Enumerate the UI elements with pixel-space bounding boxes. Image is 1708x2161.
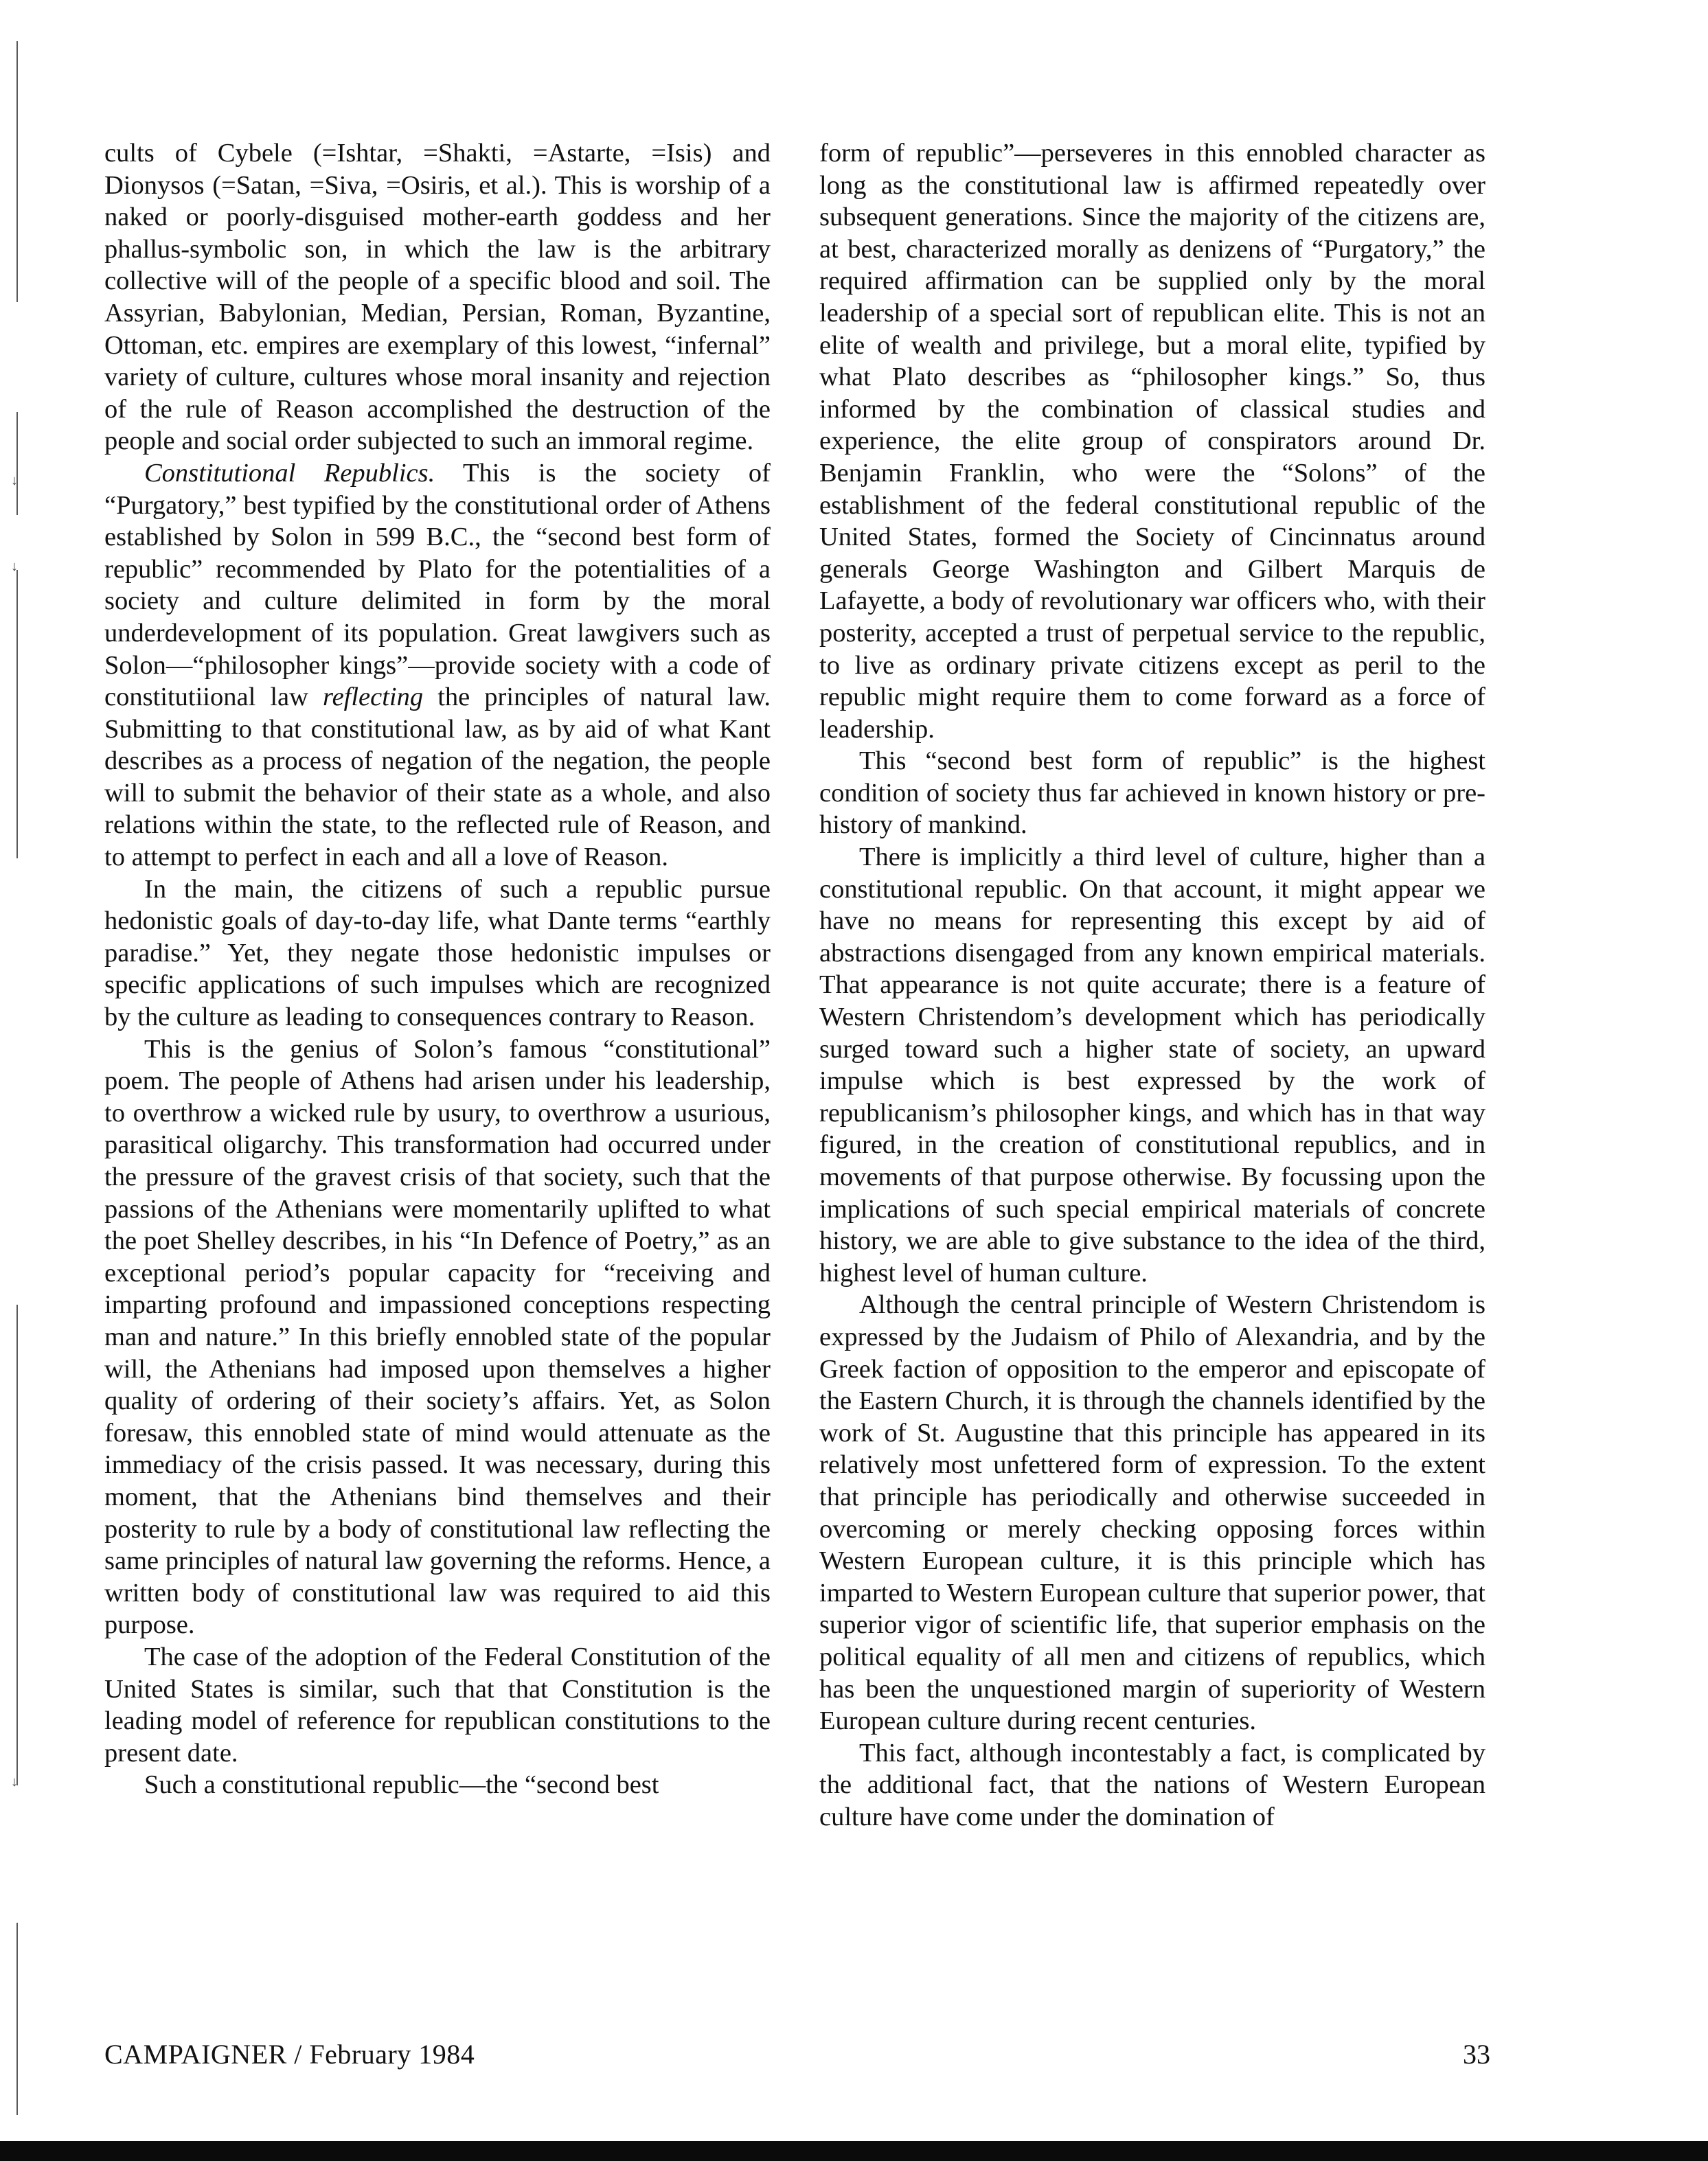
right-text-column [819, 137, 1485, 1833]
scan-bottom-border [0, 2141, 1708, 2161]
left-text-column [104, 137, 771, 1801]
paragraph [819, 745, 1485, 841]
scan-tick-mark-icon: ↓ [11, 1774, 18, 1790]
paragraph-text: Such a constitutional republic—the “second best [144, 1770, 659, 1800]
paragraph [104, 1641, 771, 1769]
publication-footer: CAMPAIGNER / February 1984 [104, 2039, 475, 2070]
paragraph [104, 137, 771, 457]
emphasis-word: reflecting [323, 683, 424, 712]
paragraph [104, 873, 771, 1033]
paragraph-text-tail: the principles of natural law. Submitting to that constitutional law, as by aid of what Kant describes as a process of negation of the negation, the people will to submit the behavior of their state as a whole, and also relations within the state, to the reflected rule of Reason, and to attempt to perfect in each and all a love of Reason. [104, 683, 771, 872]
paragraph [819, 841, 1485, 1289]
paragraph-text: In the main, the citizens of such a republic pursue hedonistic goals of day-to-day life, what Dante terms “earthly paradise.” Yet, they negate those hedonistic impulses or specific applications of such impulses which are recognized by the culture as leading to consequences contrary to Reason. [104, 874, 771, 1032]
paragraph [104, 1033, 771, 1641]
paragraph-text: This is the genius of Solon’s famous “constitutional” poem. The people of Athens had arisen under his leadership, to overthrow a wicked rule by usury, to overthrow a usurious, parasitical oligarchy. This transformation had occurred under the pressure of the gravest crisis of that society, such that the passions of the Athenians were momentarily uplifted to what the poet Shelley describes, in his “In Defence of Poetry,” as an exceptional period’s popular capacity for “receiving and imparting profound and impassioned conceptions respecting man and nature.” In this briefly ennobled state of the popular will, the Athenians had imposed upon themselves a higher quality of ordering of their society’s affairs. Yet, as Solon foresaw, this ennobled state of mind would attenuate as the immediacy of the crisis passed. It was necessary, during this moment, that the Athenians bind themselves and their posterity to rule by a body of constitutional law reflecting the same principles of natural law governing the reforms. Hence, a written body of constitutional law was required to aid this purpose. [104, 1034, 771, 1640]
page-number: 33 [1463, 2039, 1490, 2070]
paragraph [104, 457, 771, 873]
scan-edge-line [16, 41, 18, 302]
section-lead: Constitutional Republics. [144, 458, 435, 488]
paragraph-text: There is implicitly a third level of culture, higher than a constitutional republic. On that account, it might appear we have no means for representing this except by aid of abstractions disengaged from any known empirical materials. That appearance is not quite accurate; there is a feature of Western Christendom’s development which has periodically surged toward such a higher state of society, an upward impulse which is best expressed by the work of republicanism’s philosopher kings, and which has in that way figured, in the creation of constitutional republics, and in movements of that purpose otherwise. By focussing upon the implications of such special empirical materials of concrete history, we are able to give substance to the idea of the third, highest level of human culture. [819, 843, 1485, 1288]
paragraph [819, 137, 1485, 745]
paragraph-text: form of republic”—perseveres in this ennobled character as long as the constitutional law is affirmed repeatedly over subsequent generations. Since the majority of the citizens are, at best, characterized morally as denizens of “Purgatory,” the required affirmation can be supplied only by the moral leadership of a special sort of republican elite. This is not an elite of wealth and privilege, but a moral elite, typified by what Plato describes as “philosopher kings.” So, thus informed by the combination of classical studies and experience, the elite group of conspirators around Dr. Benjamin Franklin, who were the “Solons” of the establishment of the federal constitutional republic of the United States, formed the Society of Cincinnatus around generals George Washington and Gilbert Marquis de Lafayette, a body of revolutionary war officers who, with their posterity, accepted a trust of perpetual service to the republic, to live as ordinary private citizens except as peril to the republic might require them to come forward as a force of leadership. [819, 139, 1485, 744]
paragraph-text: Although the central principle of Western Christendom is expressed by the Judaism of Philo of Alexandria, and by the Greek faction of opposition to the emperor and episcopate of the Eastern Church, it is through the channels identified by the work of St. Augustine that this principle has appeared in its relatively most unfettered form of expression. To the extent that principle has periodically and otherwise succeeded in overcoming or merely checking opposing forces within Western European culture, it is this principle which has imparted to Western European culture that superior power, that superior vigor of scientific life, that superior emphasis on the political equality of all men and citizens of republics, which has been the unquestioned margin of superiority of Western European culture during recent centuries. [819, 1290, 1485, 1736]
scan-edge-line [16, 570, 18, 858]
paragraph-text: This “second best form of republic” is the highest condition of society thus far achieved in known history or pre-history of mankind. [819, 746, 1485, 840]
scan-tick-mark-icon: ↓ [11, 473, 18, 488]
scan-edge-line [16, 1923, 18, 2115]
scan-edge-line [16, 412, 18, 515]
paragraph-text: cults of Cybele (=Ishtar, =Shakti, =Astarte, =Isis) and Dionysos (=Satan, =Siva, =Osiris, et al.). This is worship of a naked or poorly-disguised mother-earth goddess and her phallus-symbolic son, in which the law is the arbitrary collective will of the people of a specific blood and soil. The Assyrian, Babylonian, Median, Persian, Roman, Byzantine, Ottoman, etc. empires are exemplary of this lowest, “infernal” variety of culture, cultures whose moral insanity and rejection of the rule of Reason accomplished the destruction of the people and social order subjected to such an immoral regime. [104, 139, 771, 456]
paragraph-text: The case of the adoption of the Federal Constitution of the United States is similar, such that that Constitution is the leading model of reference for republican constitutions to the present date. [104, 1642, 771, 1768]
paragraph [104, 1769, 771, 1801]
paragraph [819, 1737, 1485, 1833]
scan-edge-line [16, 1305, 18, 1785]
paragraph-text: This fact, although incontestably a fact, is complicated by the additional fact, that the nations of Western European culture have come under the domination of [819, 1738, 1485, 1831]
paragraph [819, 1289, 1485, 1737]
scan-tick-mark-icon: ↓ [11, 559, 18, 574]
paragraph-text: This is the society of “Purgatory,” best typified by the constitutional order of Athens established by Solon in 599 B.C., the “second best form of republic” recommended by Plato for the potentialities of a society and culture delimited in form by the moral underdevelopment of its population. Great lawgivers such as Solon—“philosopher kings”—provide society with a code of constitutiional law [104, 458, 771, 712]
